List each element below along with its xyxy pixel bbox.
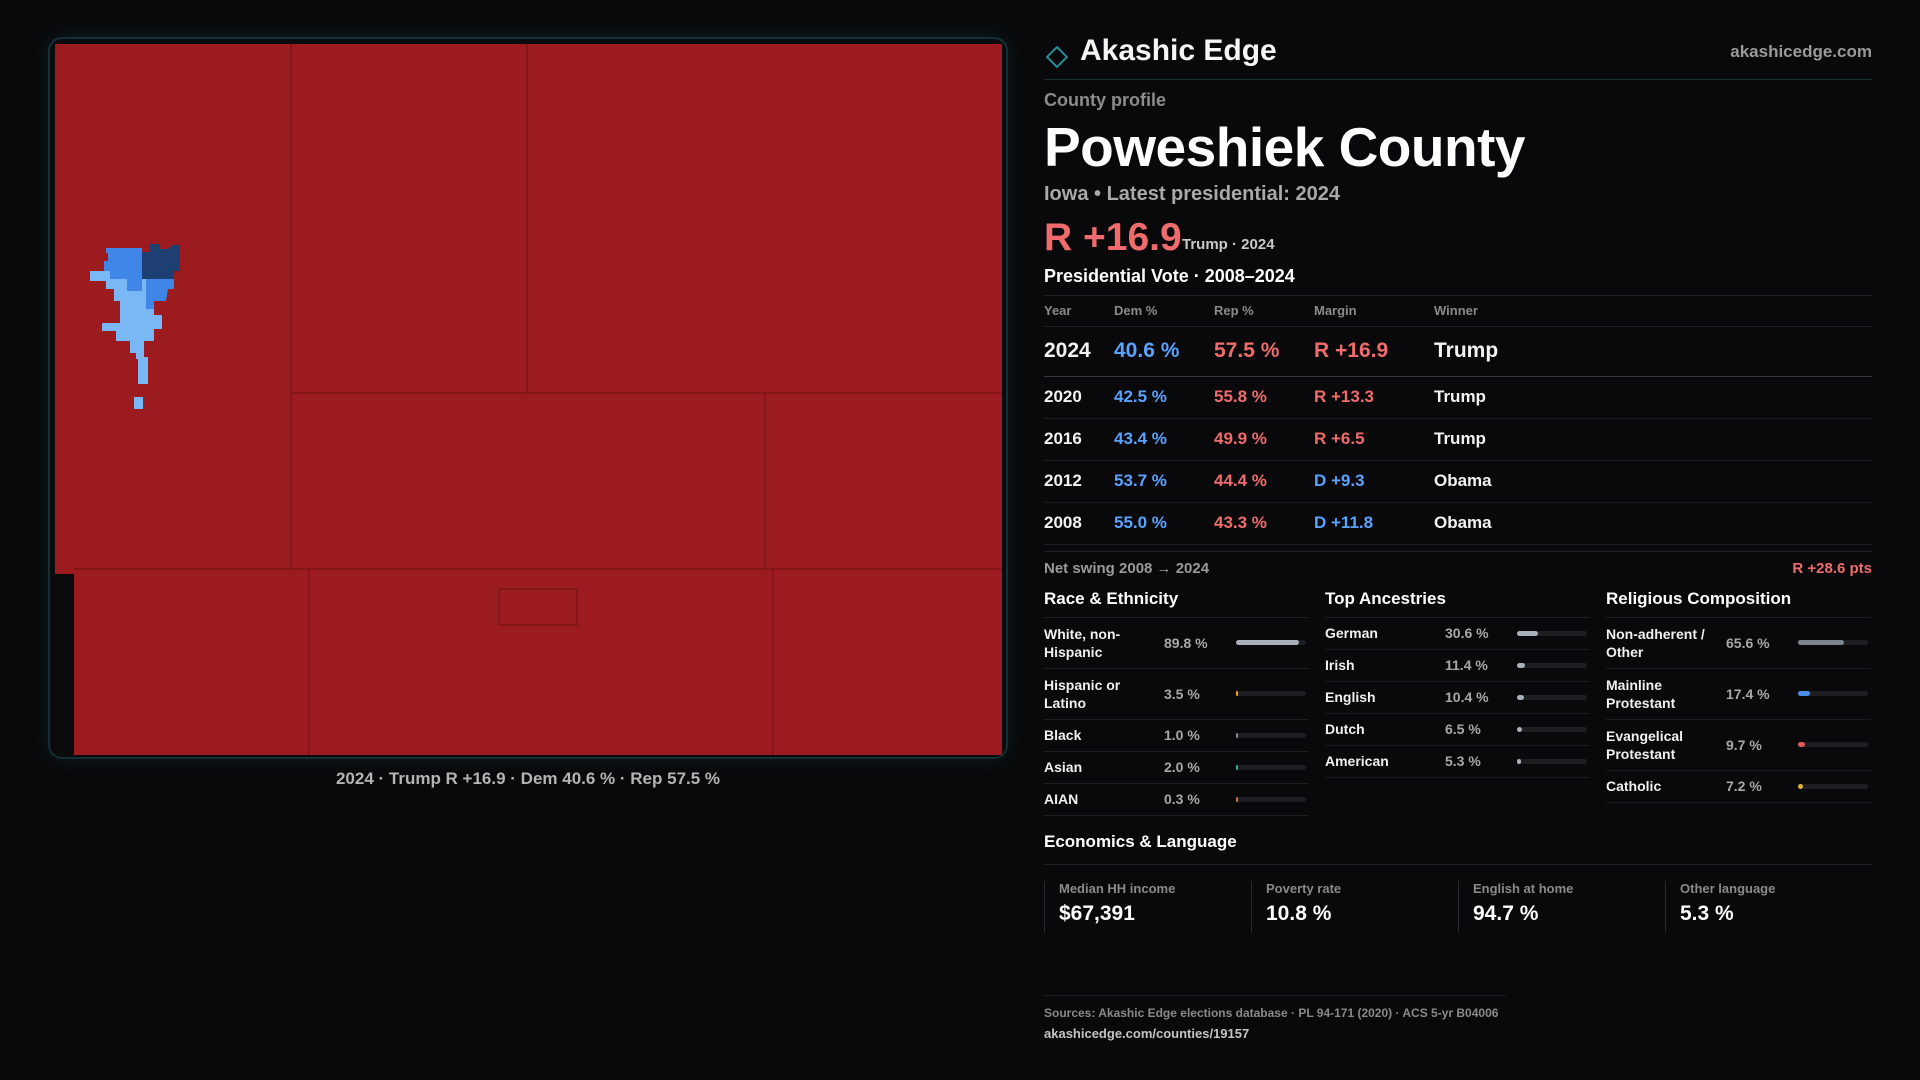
stat-label: Mainline Protestant — [1606, 676, 1676, 711]
list-item — [1325, 714, 1590, 746]
religion-section — [1606, 589, 1871, 816]
stat-value: 89.8 % — [1164, 634, 1208, 651]
cell-margin: R +6.5 — [1314, 418, 1434, 460]
vote-history-title: Presidential Vote · 2008–2024 — [1044, 266, 1872, 296]
stat-bar — [1798, 742, 1868, 747]
stat-bar-fill — [1236, 765, 1238, 770]
list-item — [1044, 752, 1309, 784]
stat-value: 7.2 % — [1726, 778, 1762, 794]
stat-value: 10.4 % — [1445, 689, 1489, 705]
econ-other-language — [1665, 881, 1872, 933]
headline-result — [1044, 216, 1872, 262]
cell-dem: 53.7 % — [1114, 460, 1214, 502]
precinct-small-town[interactable] — [499, 589, 577, 625]
county-profile-panel — [1044, 32, 1872, 933]
cell-year: 2020 — [1044, 376, 1114, 418]
precinct-nw[interactable] — [55, 44, 291, 574]
stat-label: Evangelical Protestant — [1606, 727, 1684, 762]
stat-bar-fill — [1517, 727, 1522, 732]
stat-label: Non-adherent / Other — [1606, 625, 1705, 660]
sources-footer — [1044, 995, 1506, 1041]
econ-median-income — [1044, 881, 1251, 933]
stat-label: Black — [1044, 727, 1082, 743]
sources-text: Sources: Akashic Edge elections database · PL 94-171 (2020) · ACS 5-yr B04006 — [1044, 1006, 1499, 1020]
precinct-se[interactable] — [773, 569, 1002, 755]
cell-rep: 43.3 % — [1214, 502, 1314, 544]
demographics-columns — [1044, 589, 1872, 816]
table-row — [1044, 502, 1872, 544]
diamond-outline-icon — [1046, 46, 1068, 68]
stat-label: Dutch — [1325, 721, 1365, 737]
stat-value: 17.4 % — [1726, 685, 1770, 702]
stat-value: 5.3 % — [1445, 753, 1481, 769]
list-item — [1044, 618, 1309, 669]
stat-label: White, non-Hispanic — [1044, 625, 1121, 660]
col-rep-header: Rep % — [1214, 296, 1314, 326]
econ-value: 10.8 % — [1266, 901, 1332, 925]
net-swing-row — [1044, 551, 1872, 581]
precinct-sw[interactable] — [74, 569, 309, 755]
cell-winner: Trump — [1434, 418, 1872, 460]
stat-label: Irish — [1325, 657, 1355, 673]
economics-grid — [1044, 881, 1872, 933]
cell-margin: R +16.9 — [1314, 326, 1434, 376]
stat-bar — [1236, 797, 1306, 802]
stat-bar-fill — [1236, 797, 1238, 802]
stat-bar-fill — [1798, 784, 1803, 789]
list-item — [1606, 720, 1871, 771]
vote-history-table — [1044, 296, 1872, 545]
religion-title: Religious Composition — [1606, 589, 1871, 618]
stat-value: 0.3 % — [1164, 791, 1200, 807]
race-ethnicity-section — [1044, 589, 1309, 816]
cell-year: 2016 — [1044, 418, 1114, 460]
cell-year: 2024 — [1044, 326, 1114, 376]
col-winner-header: Winner — [1434, 296, 1872, 326]
stat-label: American — [1325, 753, 1389, 769]
stat-bar-fill — [1798, 742, 1805, 747]
econ-value: $67,391 — [1059, 901, 1135, 925]
table-header-row — [1044, 296, 1872, 326]
cell-margin: R +13.3 — [1314, 376, 1434, 418]
precinct-map[interactable] — [50, 39, 1008, 759]
stat-bar-fill — [1517, 631, 1538, 636]
econ-label: English at home — [1473, 880, 1574, 896]
econ-value: 94.7 % — [1473, 901, 1539, 925]
net-swing-value: R +28.6 pts — [1792, 559, 1872, 577]
stat-bar-fill — [1236, 691, 1238, 696]
stat-bar-fill — [1798, 691, 1810, 696]
cell-winner: Trump — [1434, 326, 1872, 376]
page-kicker: County profile — [1044, 90, 1166, 110]
brand-name: Akashic Edge — [1080, 34, 1277, 67]
table-row — [1044, 418, 1872, 460]
econ-poverty-rate — [1251, 881, 1458, 933]
list-item — [1325, 682, 1590, 714]
stat-bar — [1517, 759, 1587, 764]
stat-bar — [1236, 640, 1306, 645]
stat-bar — [1236, 733, 1306, 738]
stat-bar-fill — [1236, 640, 1299, 645]
precinct-east[interactable] — [765, 393, 1002, 569]
cell-rep: 49.9 % — [1214, 418, 1314, 460]
headline-winner: Trump · 2024 — [1182, 236, 1275, 253]
ancestry-title: Top Ancestries — [1325, 589, 1590, 618]
col-dem-header: Dem % — [1114, 296, 1214, 326]
cell-dem: 40.6 % — [1114, 326, 1214, 376]
list-item — [1044, 720, 1309, 752]
stat-bar — [1236, 765, 1306, 770]
page-title: Poweshiek County — [1044, 116, 1525, 178]
precinct-n-central[interactable] — [291, 44, 527, 393]
stat-value: 9.7 % — [1726, 736, 1762, 753]
race-ethnicity-title: Race & Ethnicity — [1044, 589, 1309, 618]
stat-value: 2.0 % — [1164, 759, 1200, 775]
stat-bar-fill — [1517, 759, 1521, 764]
cell-winner: Obama — [1434, 460, 1872, 502]
stat-bar-fill — [1517, 695, 1524, 700]
stat-label: German — [1325, 625, 1378, 641]
stat-value: 3.5 % — [1164, 685, 1200, 702]
stat-bar-fill — [1798, 640, 1844, 645]
stat-value: 30.6 % — [1445, 625, 1489, 641]
econ-value: 5.3 % — [1680, 901, 1734, 925]
stat-bar — [1517, 663, 1587, 668]
stat-bar-fill — [1236, 733, 1238, 738]
col-margin-header: Margin — [1314, 296, 1434, 326]
stat-label: Hispanic or Latino — [1044, 676, 1121, 711]
list-item — [1325, 618, 1590, 650]
county-url-link[interactable]: akashicedge.com/counties/19157 — [1044, 1026, 1250, 1041]
list-item — [1325, 746, 1590, 778]
list-item — [1044, 784, 1309, 816]
cell-margin: D +9.3 — [1314, 460, 1434, 502]
list-item — [1606, 771, 1871, 803]
list-item — [1606, 669, 1871, 720]
list-item — [1606, 618, 1871, 669]
stat-value: 11.4 % — [1445, 657, 1488, 673]
stat-bar — [1517, 631, 1587, 636]
cell-margin: D +11.8 — [1314, 502, 1434, 544]
cell-dem: 42.5 % — [1114, 376, 1214, 418]
stat-label: AIAN — [1044, 791, 1079, 807]
cell-rep: 55.8 % — [1214, 376, 1314, 418]
stat-label: Asian — [1044, 759, 1083, 775]
stat-label: English — [1325, 689, 1376, 705]
cell-winner: Obama — [1434, 502, 1872, 544]
stat-value: 65.6 % — [1726, 634, 1770, 651]
list-item — [1044, 669, 1309, 720]
brand-header — [1044, 32, 1872, 80]
headline-margin: R +16.9 — [1044, 216, 1182, 259]
precinct-ne[interactable] — [527, 44, 1002, 393]
brand-url-link[interactable]: akashicedge.com — [1730, 42, 1872, 61]
map-caption: 2024 · Trump R +16.9 · Dem 40.6 % · Rep 57.5 % — [335, 769, 721, 788]
econ-label: Median HH income — [1059, 880, 1176, 896]
col-year-header: Year — [1044, 296, 1114, 326]
econ-english-at-home — [1458, 881, 1665, 933]
stat-bar — [1517, 695, 1587, 700]
stat-bar — [1517, 727, 1587, 732]
net-swing-label: Net swing 2008 → 2024 — [1044, 559, 1210, 577]
table-row — [1044, 376, 1872, 418]
econ-label: Poverty rate — [1266, 880, 1342, 896]
stat-bar — [1236, 691, 1306, 696]
county-map[interactable] — [48, 37, 1008, 759]
page-subtitle: Iowa • Latest presidential: 2024 — [1044, 183, 1340, 205]
table-row — [1044, 460, 1872, 502]
stat-value: 1.0 % — [1164, 727, 1200, 743]
stat-bar-fill — [1517, 663, 1525, 668]
cell-year: 2012 — [1044, 460, 1114, 502]
stat-bar — [1798, 640, 1868, 645]
cell-dem: 43.4 % — [1114, 418, 1214, 460]
cell-dem: 55.0 % — [1114, 502, 1214, 544]
economics-title: Economics & Language — [1044, 832, 1872, 865]
cell-rep: 57.5 % — [1214, 326, 1314, 376]
stat-bar — [1798, 784, 1868, 789]
stat-bar — [1798, 691, 1868, 696]
stat-label: Catholic — [1606, 778, 1662, 794]
econ-label: Other language — [1680, 880, 1776, 896]
cell-rep: 44.4 % — [1214, 460, 1314, 502]
list-item — [1325, 650, 1590, 682]
cell-winner: Trump — [1434, 376, 1872, 418]
cell-year: 2008 — [1044, 502, 1114, 544]
precinct-central[interactable] — [291, 393, 765, 569]
stat-value: 6.5 % — [1445, 721, 1481, 737]
ancestry-section — [1325, 589, 1590, 816]
table-row — [1044, 326, 1872, 376]
